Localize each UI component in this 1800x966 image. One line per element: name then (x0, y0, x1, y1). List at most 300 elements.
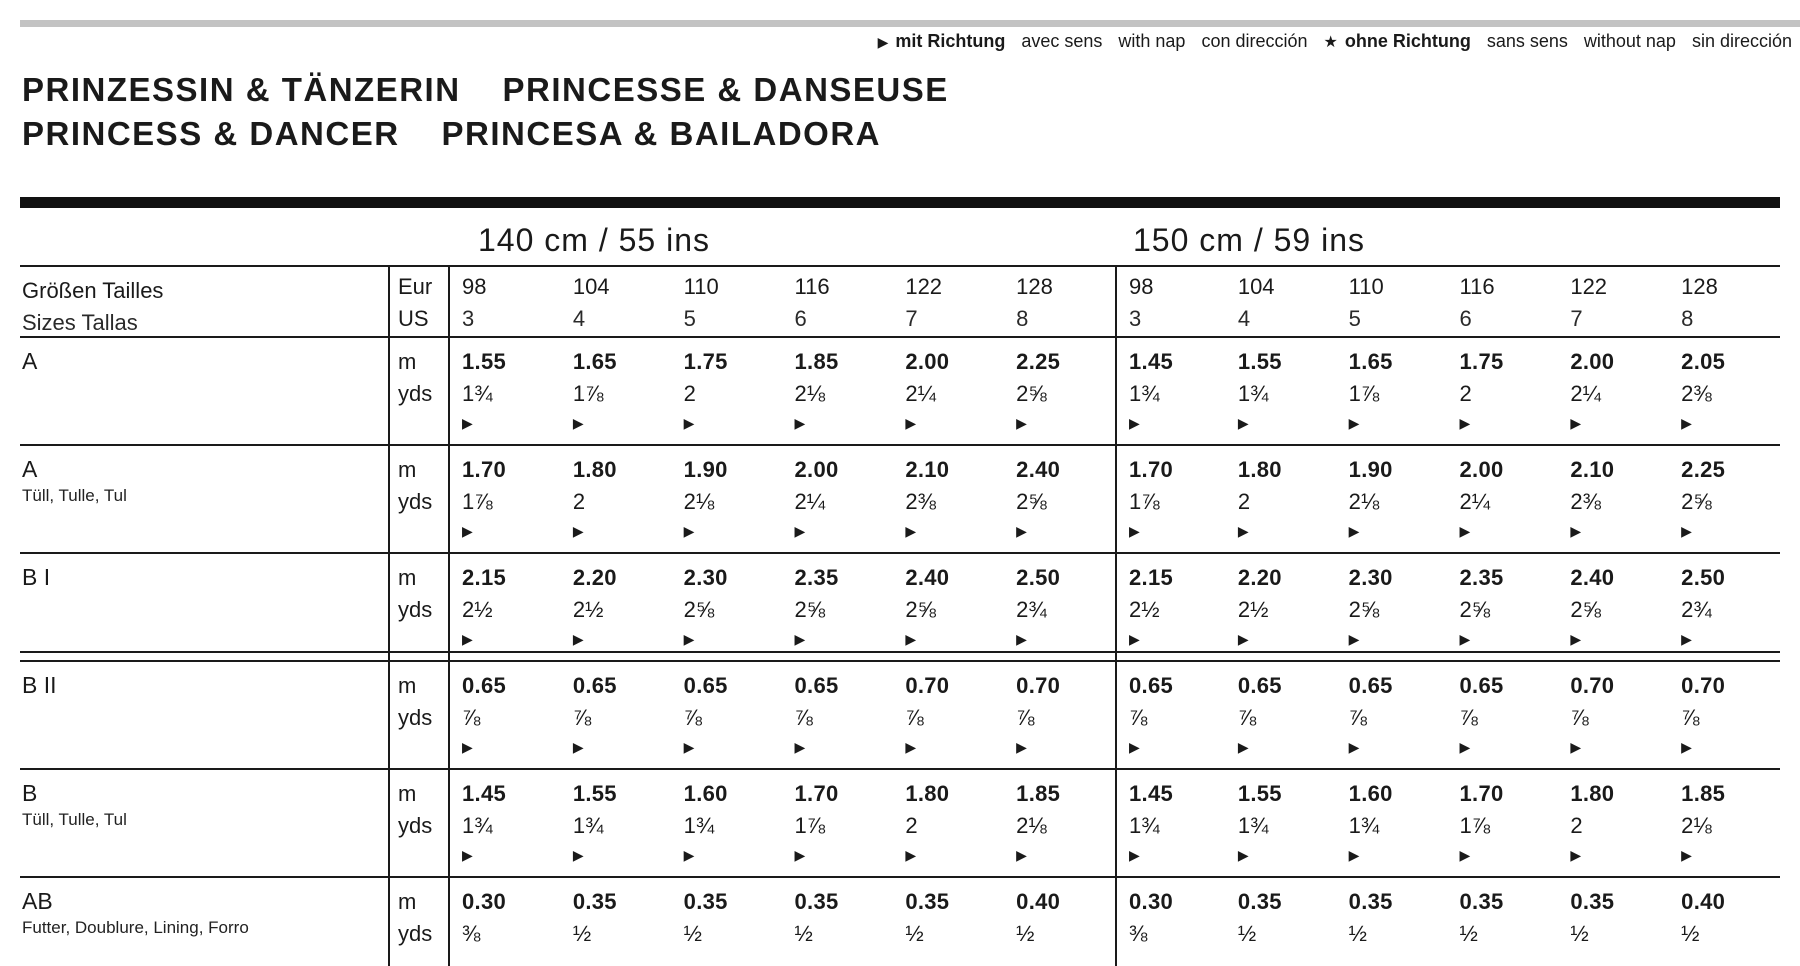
nap-arrow-icon: ▶ (683, 523, 695, 539)
yards-value: 2⅝ (794, 597, 826, 622)
fabric-amount-cell (893, 662, 1004, 768)
meters-value: 2.00 (794, 457, 839, 482)
fabric-amount-cell (1337, 770, 1448, 876)
meters-value: 0.40 (1681, 889, 1726, 914)
us-size-value: 5 (683, 306, 696, 331)
yards-value: ⅞ (683, 705, 703, 730)
fabric-amount-cell (672, 878, 783, 966)
page-title (22, 68, 949, 156)
fabric-amount-cell (450, 770, 561, 876)
yards-value: 1¾ (683, 813, 715, 838)
meters-value: 0.35 (794, 889, 839, 914)
fabric-amount-cell (1115, 446, 1226, 552)
us-size-value: 3 (462, 306, 475, 331)
yards-unit-label: yds (398, 597, 433, 622)
yards-value: 2⅛ (683, 489, 715, 514)
meters-value: 1.70 (462, 457, 507, 482)
yards-value: 2⅝ (1681, 489, 1712, 514)
legend-item (1692, 31, 1792, 52)
legend-label: sin dirección (1691, 31, 1792, 51)
size-value-cell (1115, 267, 1226, 339)
meters-unit-label: m (398, 673, 417, 698)
fabric-row-b-i (20, 554, 1780, 662)
yards-value: 1⅞ (1459, 813, 1491, 838)
nap-arrow-icon: ▶ (1570, 631, 1582, 647)
meters-value: 0.30 (1129, 889, 1174, 914)
meters-value: 2.15 (462, 565, 507, 590)
legend-label: without nap (1583, 31, 1676, 51)
meters-value: 1.45 (462, 781, 507, 806)
fabric-amount-cell (1337, 338, 1448, 444)
group-header-140cm: 140 cm / 55 ins (478, 222, 710, 258)
fabric-amount-cell (1004, 770, 1115, 876)
thick-rule (20, 197, 1780, 208)
unit-cell (388, 770, 450, 876)
yards-value: 2⅝ (1348, 597, 1380, 622)
fabric-row-a (20, 338, 1780, 446)
size-value-cell (1558, 267, 1669, 339)
yards-value: ½ (1348, 921, 1368, 946)
eur-size-value: 116 (1459, 274, 1495, 299)
meters-value: 0.65 (683, 673, 728, 698)
eur-size-value: 128 (1016, 274, 1053, 299)
yards-value: 1¾ (1129, 813, 1160, 838)
meters-value: 0.35 (905, 889, 950, 914)
size-value-cell (1669, 267, 1780, 339)
fabric-amount-cell (1226, 878, 1337, 966)
yards-value: 2⅜ (1681, 381, 1712, 406)
fabric-amount-cell (1115, 338, 1226, 444)
meters-value: 1.55 (1237, 349, 1282, 374)
nap-arrow-icon: ▶ (1129, 739, 1140, 755)
us-size-value: 6 (794, 306, 807, 331)
yards-value: 1¾ (572, 813, 604, 838)
fabric-amount-cell (1558, 554, 1669, 660)
yards-value: 1¾ (462, 813, 493, 838)
meters-value: 2.10 (905, 457, 950, 482)
fabric-amount-cell (1669, 770, 1780, 876)
yards-value: 2¼ (905, 381, 936, 406)
size-value-cell (1448, 267, 1559, 339)
yards-value: 1¾ (1129, 381, 1160, 406)
nap-arrow-icon: ▶ (1016, 847, 1027, 863)
fabric-amount-cell (561, 446, 672, 552)
yards-value: 2⅛ (794, 381, 826, 406)
meters-value: 1.55 (462, 349, 507, 374)
eur-size-value: 98 (462, 274, 487, 299)
nap-arrow-icon: ▶ (462, 847, 473, 863)
yards-value: ⅞ (572, 705, 592, 730)
meters-value: 1.80 (905, 781, 950, 806)
legend-item (1487, 31, 1568, 52)
eur-size-value: 110 (1348, 274, 1384, 299)
meters-value: 0.40 (1016, 889, 1061, 914)
fabric-amount-cell (561, 662, 672, 768)
meters-value: 1.85 (1681, 781, 1726, 806)
legend-label: sans sens (1486, 31, 1568, 51)
yards-value: 2⅝ (683, 597, 715, 622)
fabric-type-label: Futter, Doublure, Lining, Forro (22, 918, 249, 937)
yards-value: 1⅞ (794, 813, 826, 838)
nap-arrow-icon: ▶ (1681, 415, 1692, 431)
yards-value: 2½ (1129, 597, 1160, 622)
fabric-amount-cell (1226, 770, 1337, 876)
title-spanish: PRINCESA & BAILADORA (441, 115, 882, 152)
meters-value: 0.65 (1348, 673, 1393, 698)
meters-value: 1.70 (1459, 781, 1504, 806)
nap-arrow-icon: ▶ (1129, 631, 1140, 647)
fabric-amount-cell (1669, 338, 1780, 444)
fabric-amount-cell (1558, 878, 1669, 966)
fabric-amount-cell (1004, 446, 1115, 552)
yards-unit-label: yds (398, 489, 433, 514)
meters-unit-label: m (398, 889, 417, 914)
yards-unit-label: yds (398, 921, 433, 946)
yards-value: 1⅞ (1129, 489, 1160, 514)
fabric-row-ab (20, 878, 1780, 966)
meters-value: 2.25 (1016, 349, 1061, 374)
fabric-amount-cell (1337, 554, 1448, 660)
view-label: B II (22, 672, 57, 698)
nap-arrow-icon: ▶ (572, 631, 584, 647)
yards-value: ⅜ (1129, 921, 1148, 946)
sizes-label-line2: Sizes Tallas (22, 310, 138, 335)
yards-value: 1⅞ (572, 381, 604, 406)
unit-cell (388, 878, 450, 966)
nap-arrow-icon: ▶ (905, 415, 917, 431)
meters-value: 2.20 (572, 565, 617, 590)
fabric-amount-cell (1669, 662, 1780, 768)
fabric-amount-cell (672, 554, 783, 660)
star-icon: ★ (1323, 34, 1338, 51)
meters-value: 0.65 (1129, 673, 1174, 698)
eur-size-value: 104 (1237, 274, 1275, 299)
meters-value: 0.65 (572, 673, 617, 698)
fabric-amount-cell (1669, 554, 1780, 660)
meters-value: 2.00 (905, 349, 950, 374)
meters-value: 2.35 (794, 565, 839, 590)
meters-value: 2.05 (1681, 349, 1726, 374)
view-label-cell (20, 662, 388, 768)
fabric-amount-cell (893, 770, 1004, 876)
fabric-amount-cell (450, 662, 561, 768)
triangle-right-icon: ▶ (877, 34, 889, 50)
nap-arrow-icon: ▶ (462, 415, 473, 431)
fabric-amount-cell (1337, 878, 1448, 966)
size-label-cell (20, 267, 388, 339)
meters-value: 2.50 (1681, 565, 1726, 590)
view-label-cell (20, 554, 388, 660)
meters-value: 2.50 (1016, 565, 1061, 590)
fabric-amount-cell (783, 446, 894, 552)
nap-arrow-icon: ▶ (462, 523, 473, 539)
nap-arrow-icon: ▶ (572, 739, 584, 755)
meters-unit-label: m (398, 565, 417, 590)
size-value-cell (1337, 267, 1448, 339)
yards-value: 2 (905, 813, 918, 838)
nap-arrow-icon: ▶ (1348, 739, 1360, 755)
meters-value: 2.40 (1570, 565, 1615, 590)
yards-value: 2⅜ (1570, 489, 1601, 514)
fabric-amount-cell (783, 770, 894, 876)
yards-value: ⅞ (1016, 705, 1035, 730)
yards-value: ½ (1016, 921, 1035, 946)
meters-value: 1.45 (1129, 349, 1174, 374)
sizes-label-line1: Größen Tailles (22, 278, 164, 303)
meters-value: 2.00 (1570, 349, 1615, 374)
fabric-amount-cell (561, 770, 672, 876)
fabric-amount-cell (1115, 770, 1226, 876)
nap-arrow-icon: ▶ (905, 847, 917, 863)
fabric-amount-cell (1448, 554, 1559, 660)
fabric-type-label: Tüll, Tulle, Tul (22, 486, 127, 505)
meters-value: 0.65 (1459, 673, 1504, 698)
yards-value: 2½ (462, 597, 493, 622)
yards-value: ⅞ (1348, 705, 1368, 730)
meters-value: 1.70 (794, 781, 839, 806)
nap-arrow-icon: ▶ (1237, 739, 1249, 755)
meters-value: 0.70 (1570, 673, 1615, 698)
yards-value: ⅞ (1129, 705, 1148, 730)
meters-value: 0.70 (1681, 673, 1726, 698)
nap-arrow-icon: ▶ (1348, 415, 1360, 431)
nap-arrow-icon: ▶ (1129, 847, 1140, 863)
fabric-amount-cell (783, 662, 894, 768)
nap-arrow-icon: ▶ (1016, 631, 1027, 647)
yards-value: 2⅝ (1570, 597, 1601, 622)
view-label: AB (22, 888, 53, 914)
us-size-value: 8 (1681, 306, 1694, 331)
yards-value: ½ (905, 921, 924, 946)
fabric-type-label: Tüll, Tulle, Tul (22, 810, 127, 829)
meters-value: 0.70 (905, 673, 950, 698)
yards-value: 2¼ (1459, 489, 1491, 514)
nap-arrow-icon: ▶ (905, 523, 917, 539)
eur-size-value: 122 (1570, 274, 1608, 299)
group-header-150cm: 150 cm / 59 ins (1133, 222, 1365, 258)
fabric-amount-cell (561, 878, 672, 966)
yards-value: 1¾ (1237, 381, 1269, 406)
meters-value: 0.70 (1016, 673, 1061, 698)
fabric-amount-cell (1558, 338, 1669, 444)
fabric-amount-cell (450, 554, 561, 660)
legend-label: with nap (1118, 31, 1186, 51)
fabric-amount-cell (1448, 446, 1559, 552)
us-size-value: 4 (572, 306, 586, 331)
meters-value: 0.35 (1459, 889, 1504, 914)
nap-arrow-icon: ▶ (683, 847, 695, 863)
fabric-amount-cell (1669, 446, 1780, 552)
eur-size-value: 104 (572, 274, 610, 299)
fabric-amount-cell (1226, 554, 1337, 660)
meters-value: 0.65 (1237, 673, 1282, 698)
fabric-requirements-table (20, 208, 1780, 966)
size-value-cell (783, 267, 894, 339)
yards-value: ½ (1237, 921, 1257, 946)
meters-unit-label: m (398, 781, 417, 806)
meters-value: 1.55 (1237, 781, 1282, 806)
fabric-amount-cell (450, 446, 561, 552)
fabric-amount-cell (1226, 338, 1337, 444)
meters-value: 2.25 (1681, 457, 1726, 482)
legend-label: mit Richtung (895, 31, 1006, 51)
fabric-amount-cell (1004, 878, 1115, 966)
nap-arrow-icon: ▶ (1129, 523, 1140, 539)
nap-arrow-icon: ▶ (572, 523, 584, 539)
view-label-cell (20, 338, 388, 444)
size-value-cell (672, 267, 783, 339)
eur-unit-label: Eur (398, 274, 433, 299)
fabric-amount-cell (1115, 554, 1226, 660)
meters-value: 1.85 (1016, 781, 1061, 806)
unit-cell (388, 446, 450, 552)
view-label: B I (22, 564, 51, 590)
meters-value: 1.75 (683, 349, 728, 374)
fabric-amount-cell (1448, 338, 1559, 444)
nap-arrow-icon: ▶ (683, 415, 695, 431)
fabric-amount-cell (1558, 770, 1669, 876)
meters-value: 2.10 (1570, 457, 1615, 482)
nap-arrow-icon: ▶ (1237, 415, 1249, 431)
view-label: A (22, 456, 38, 482)
unit-cell (388, 338, 450, 444)
yards-unit-label: yds (398, 705, 433, 730)
meters-value: 0.35 (572, 889, 617, 914)
nap-arrow-icon: ▶ (1459, 415, 1471, 431)
width-group-header-row (20, 208, 1780, 265)
meters-value: 1.65 (572, 349, 617, 374)
fabric-amount-cell (1448, 878, 1559, 966)
yards-value: 2 (1237, 489, 1251, 514)
nap-arrow-icon: ▶ (1348, 523, 1360, 539)
yards-value: ½ (1570, 921, 1589, 946)
nap-arrow-icon: ▶ (1570, 415, 1582, 431)
meters-value: 1.90 (1348, 457, 1393, 482)
yards-value: ⅞ (462, 705, 481, 730)
yards-value: 2¼ (794, 489, 826, 514)
title-french: PRINCESSE & DANSEUSE (502, 71, 949, 108)
nap-arrow-icon: ▶ (1016, 739, 1027, 755)
fabric-amount-cell (450, 878, 561, 966)
meters-value: 1.55 (572, 781, 617, 806)
nap-arrow-icon: ▶ (1459, 523, 1471, 539)
fabric-amount-cell (1226, 662, 1337, 768)
meters-value: 0.35 (1237, 889, 1282, 914)
meters-value: 2.40 (905, 565, 950, 590)
fabric-amount-cell (1004, 338, 1115, 444)
unit-cell (388, 554, 450, 660)
meters-value: 0.65 (462, 673, 507, 698)
size-value-cell (1226, 267, 1337, 339)
fabric-amount-cell (672, 662, 783, 768)
yards-value: 2¾ (1681, 597, 1712, 622)
yards-value: ⅞ (1681, 705, 1700, 730)
yards-value: 2 (572, 489, 586, 514)
fabric-amount-cell (783, 338, 894, 444)
fabric-amount-cell (1558, 446, 1669, 552)
meters-value: 0.30 (462, 889, 507, 914)
eur-size-value: 110 (683, 274, 719, 299)
nap-arrow-icon: ▶ (1237, 631, 1249, 647)
yards-value: 2⅝ (1016, 381, 1047, 406)
meters-value: 2.30 (683, 565, 728, 590)
fabric-amount-cell (893, 878, 1004, 966)
nap-arrow-icon: ▶ (1570, 739, 1582, 755)
eur-size-value: 116 (794, 274, 830, 299)
view-label: B (22, 780, 38, 806)
fabric-amount-cell (1004, 554, 1115, 660)
meters-value: 1.60 (1348, 781, 1393, 806)
yards-value: 2¼ (1570, 381, 1601, 406)
legend-item (878, 31, 1006, 52)
us-size-value: 7 (905, 306, 918, 331)
fabric-row-a (20, 446, 1780, 554)
us-size-value: 3 (1129, 306, 1142, 331)
meters-value: 1.45 (1129, 781, 1174, 806)
fabric-row-b (20, 770, 1780, 878)
yards-value: 2½ (572, 597, 604, 622)
fabric-amount-cell (672, 770, 783, 876)
fabric-amount-cell (893, 338, 1004, 444)
size-value-cell (450, 267, 561, 339)
fabric-row-b-ii (20, 662, 1780, 770)
view-label: A (22, 348, 38, 374)
yards-value: 1¾ (1237, 813, 1269, 838)
view-label-cell (20, 770, 388, 876)
meters-value: 1.90 (683, 457, 728, 482)
eur-size-value: 98 (1129, 274, 1154, 299)
nap-arrow-icon: ▶ (794, 415, 806, 431)
fabric-amount-cell (1558, 662, 1669, 768)
us-size-value: 7 (1570, 306, 1583, 331)
fabric-amount-cell (1448, 662, 1559, 768)
yards-unit-label: yds (398, 381, 433, 406)
top-divider-bar (20, 20, 1800, 27)
size-unit-cell (388, 267, 450, 339)
nap-arrow-icon: ▶ (1129, 415, 1140, 431)
view-label-cell (20, 878, 388, 966)
legend-item (1021, 31, 1102, 52)
nap-arrow-icon: ▶ (794, 739, 806, 755)
fabric-amount-cell (1448, 770, 1559, 876)
nap-arrow-icon: ▶ (794, 523, 806, 539)
meters-unit-label: m (398, 457, 417, 482)
legend-item (1584, 31, 1676, 52)
meters-value: 2.35 (1459, 565, 1504, 590)
nap-arrow-icon: ▶ (905, 739, 917, 755)
nap-arrow-icon: ▶ (794, 631, 806, 647)
meters-value: 0.65 (794, 673, 839, 698)
yards-value: 2⅛ (1348, 489, 1380, 514)
size-value-cell (561, 267, 672, 339)
nap-arrow-icon: ▶ (1016, 523, 1027, 539)
yards-value: 2⅜ (905, 489, 936, 514)
yards-value: ½ (794, 921, 813, 946)
nap-arrow-icon: ▶ (1459, 739, 1471, 755)
yards-value: 2⅛ (1681, 813, 1712, 838)
fabric-amount-cell (561, 338, 672, 444)
nap-arrow-icon: ▶ (1348, 631, 1360, 647)
fabric-amount-cell (1337, 446, 1448, 552)
fabric-amount-cell (1115, 662, 1226, 768)
meters-value: 2.15 (1129, 565, 1174, 590)
nap-arrow-icon: ▶ (1237, 523, 1249, 539)
meters-value: 1.85 (794, 349, 839, 374)
title-german: PRINZESSIN & TÄNZERIN (22, 71, 461, 108)
meters-value: 2.30 (1348, 565, 1393, 590)
yards-value: 2½ (1237, 597, 1269, 622)
meters-value: 0.35 (683, 889, 728, 914)
